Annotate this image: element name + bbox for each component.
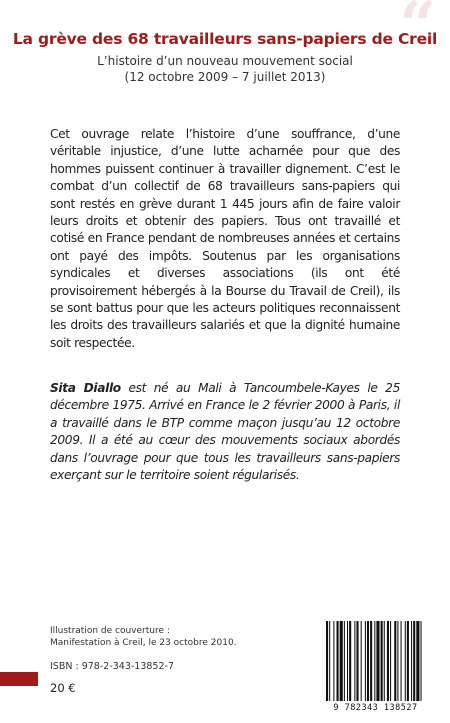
barcode-bar [347, 621, 348, 701]
barcode-bar [421, 621, 422, 701]
barcode-bar [349, 621, 351, 701]
barcode-bar [397, 621, 398, 701]
cover-illustration-credit [50, 626, 237, 649]
barcode-bar [384, 621, 385, 701]
barcode-bar [374, 621, 375, 701]
barcode-bar [411, 621, 412, 701]
barcode-bar [413, 621, 415, 701]
barcode-number: 9 782343 138527 [333, 703, 418, 713]
author-bio: est né au Mali à Tancoumbele-Kayes le 25 décembre 1975. Arrivé en France le 2 février 2000 à Paris, il a travaillé dans le BTP comme maçon jusqu’au 12 octobre 2009. Il a été au cœur des mouvements sociaux abordés dans l’ouvrage pour que tous les travailleurs sans-papiers exerçant sur le territoire soient régularisés. [50, 381, 400, 483]
author-name: Sita Diallo [50, 381, 121, 395]
barcode-bar [361, 621, 362, 701]
author-bio-paragraph [50, 380, 400, 484]
barcode-bar [344, 621, 345, 701]
barcode [318, 617, 433, 715]
barcode-bar [416, 621, 419, 701]
barcode-bar [326, 621, 328, 701]
barcode-bar [405, 621, 406, 701]
barcode-bar [381, 621, 383, 701]
barcode-bar [370, 621, 372, 701]
barcode-bar [401, 621, 402, 701]
barcode-bar [365, 621, 366, 701]
barcode-bar [390, 621, 391, 701]
accent-bar [0, 672, 38, 686]
book-dates: (12 octobre 2009 – 7 juillet 2013) [124, 70, 326, 84]
price-text: 20 € [50, 681, 76, 695]
barcode-bar [340, 621, 343, 701]
barcode-bar [337, 621, 339, 701]
book-subtitle: L’histoire d’un nouveau mouvement social [97, 54, 353, 68]
barcode-bars [318, 617, 433, 703]
barcode-bar [356, 621, 358, 701]
barcode-bar [329, 621, 330, 701]
barcode-bar [333, 621, 334, 701]
isbn-text: ISBN : 978-2-343-13852-7 [50, 661, 174, 672]
book-title: La grève des 68 travailleurs sans-papiers de Creil [12, 30, 438, 48]
illustration-label: Illustration de couverture : [50, 626, 170, 636]
book-summary: Cet ouvrage relate l’histoire d’une souffrance, d’une véritable injustice, d’une lutte acharnée pour que des hommes puissent continuer à travailler dignement. C’est le combat d’un collectif de 68 travailleurs sans-papiers qui sont restés en grève durant 1 445 jours afin de faire valoir leurs droits et obtenir des papiers. Tous ont travaillé et cotisé en France pendant de nombreuses années et certains ont payé des impôts. Soutenus par les organisations syndicales et diverses associations (ils ont été provisoirement hébergés à la Bourse du Travail de Creil), ils se sont battus pour que les acteurs politiques reconnaissent les droits des travailleurs salariés et que la dignité humaine soit respectée. [50, 127, 400, 350]
illustration-caption: Manifestation à Creil, le 23 octobre 2010. [50, 637, 237, 648]
barcode-bar [387, 621, 389, 701]
quote-mark-decoration: “ [399, 0, 436, 63]
barcode-bar [407, 621, 409, 701]
barcode-bar [354, 621, 355, 701]
barcode-bar [376, 621, 379, 701]
barcode-bar [367, 621, 369, 701]
barcode-bar [394, 621, 396, 701]
